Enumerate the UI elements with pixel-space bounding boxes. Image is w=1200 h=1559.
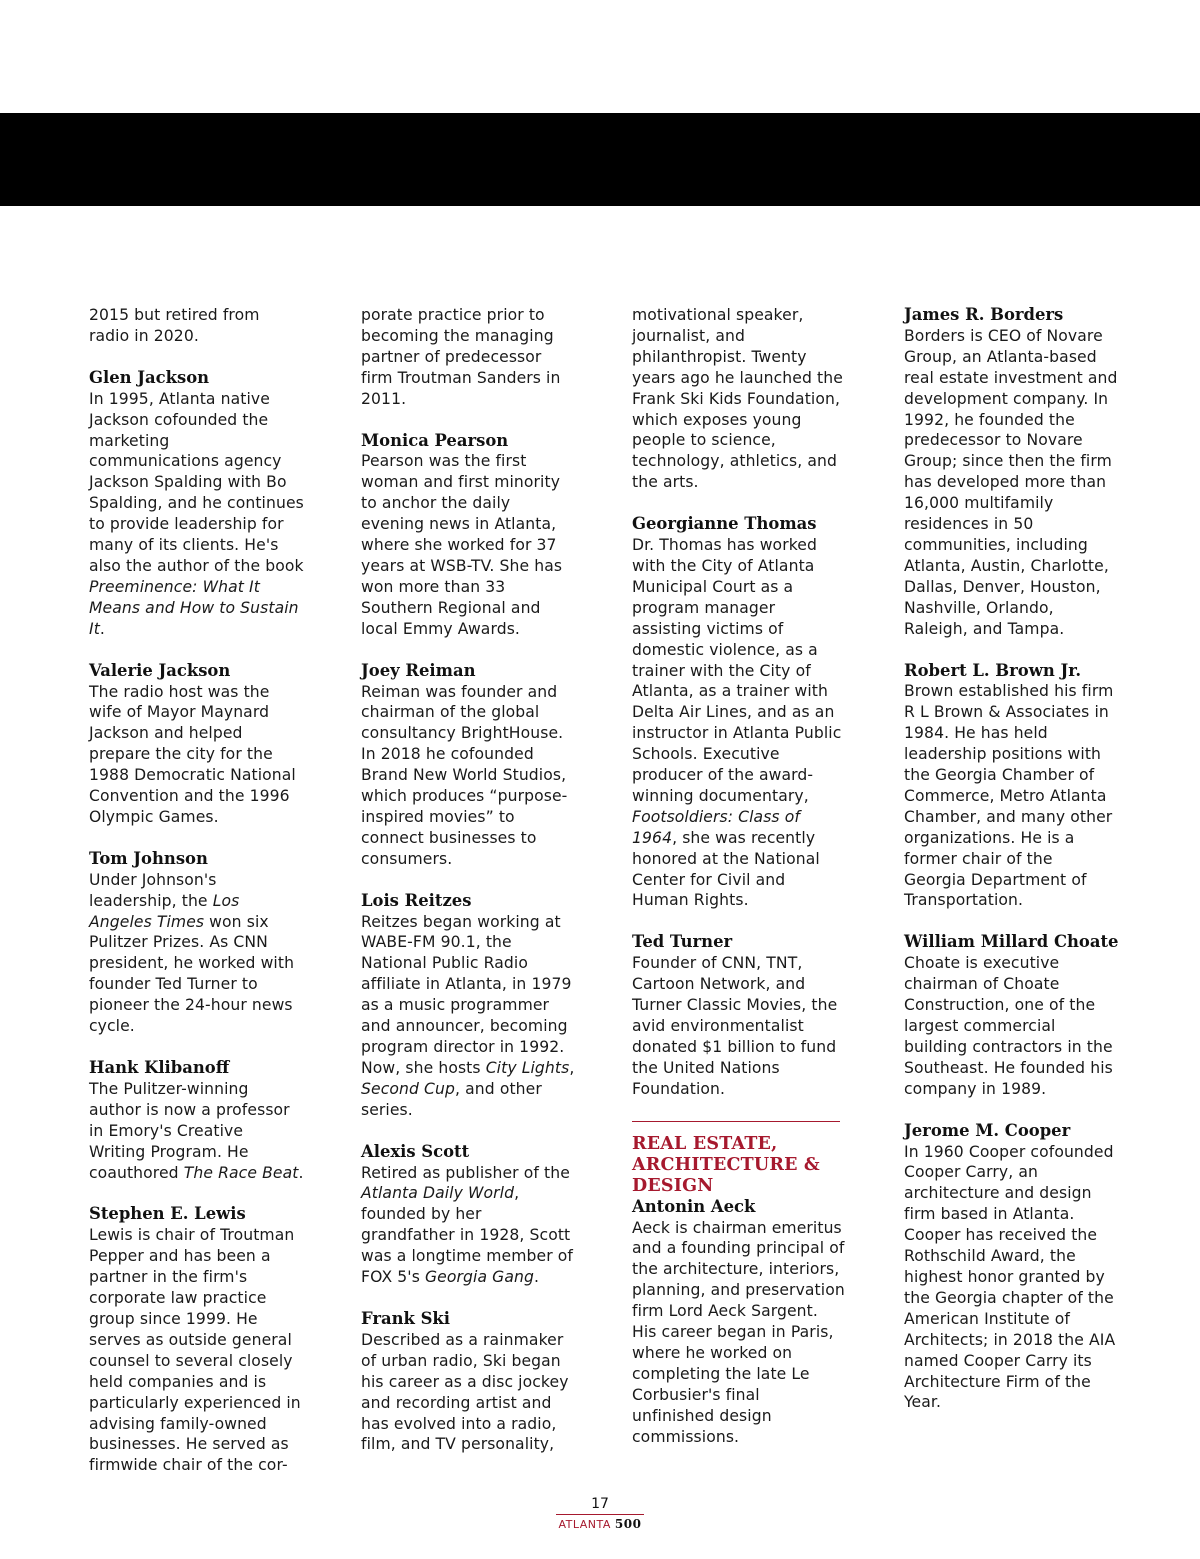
bio-text: , founded by her grandfather in 1928, Scott was a longtime member of FOX 5's [361,1184,574,1287]
bio-text: , and other series. [361,1079,542,1119]
italic-title: City Lights [485,1058,570,1077]
person-name: Stephen E. Lewis [89,1204,246,1224]
person-bio [632,535,847,911]
section-title: REAL ESTATE, ARCHITECTURE & DESIGN [632,1133,820,1196]
bio-text: Choate is executive chairman of Choate Construction, one of the largest commercial building contractors in the Southeast. He founded his company in 1989. [904,954,1113,1098]
person-bio [361,912,576,1121]
person-bio [89,870,304,1037]
italic-title: Georgia Gang [424,1268,534,1287]
person-name: Lois Reitzes [361,890,472,910]
footer-divider [556,1514,644,1515]
bio-text: Aeck is chairman emeritus and a founding principal of the architecture, interiors, planning, and preservation firm Lord Aeck Sargent. His career began in Paris, where he worked on completing the late Le Corbusier's final unfinished design commissions. [632,1218,845,1446]
person-bio [904,326,1119,640]
footer-brand [556,1518,644,1531]
italic-title: Second Cup [361,1079,456,1098]
bio-text: , [569,1058,575,1077]
italic-title: Los Angeles Times [89,891,240,931]
bio-text: Pearson was the first woman and first minority to anchor the daily evening news in Atlanta, where she worked for 37 years at WSB-TV. She has won more than 33 Southern Regional and local Emmy Awards. [361,452,563,638]
bio-text: won six Pulitzer Prizes. As CNN president, he worked with founder Ted Turner to pioneer the 24-hour news cycle. [89,912,295,1036]
bio-text: motivational speaker, journalist, and philanthropist. Twenty years ago he launched the Frank Ski Kids Foundation, which exposes young people to science, technology, athletics, and the arts. [632,306,843,492]
bio-text: 2015 but retired from radio in 2020. [89,306,260,345]
bio-text: Described as a rainmaker of urban radio, Ski began his career as a disc jockey and recording artist and has evolved into a radio, film, and TV personality, [361,1330,569,1454]
page-number: 17 [591,1496,609,1512]
italic-title: The Race Beat [183,1163,299,1182]
person-bio [89,1079,304,1184]
person-bio [904,1142,1119,1414]
section-divider [632,1121,840,1122]
person-name: Antonin Aeck [632,1196,756,1216]
bio-text: Dr. Thomas has worked with the City of Atlanta Municipal Court as a program manager assisting victims of domestic violence, as a trainer with the City of Atlanta, as a trainer with Delta Air Lines, and as an instructor in Atlanta Public Schools. Executive producer of the award-winning documentary, [632,536,842,805]
bio-text: Lewis is chair of Troutman Pepper and has been a partner in the firm's corporate law practice group since 1999. He serves as outside general counsel to several closely held companies and is particularly experienced in advising family-owned businesses. He served as firmwide chair of the cor- [89,1226,301,1475]
bio-text: Under Johnson's leadership, the [89,870,217,910]
bio-text: . [99,619,105,638]
person-name: Jerome M. Cooper [904,1120,1071,1140]
person-bio [361,305,576,410]
column-4 [904,305,1119,1434]
column-1 [89,305,304,1497]
bio-text: . [298,1163,304,1182]
person-bio [89,682,304,828]
bio-text: Retired as publisher of the [361,1163,570,1182]
footer-brand-number: 500 [614,1517,642,1531]
bio-text: Founder of CNN, TNT, Cartoon Network, and Turner Classic Movies, the avid environmentalist donated $1 billion to fund the United Nations Foundation. [632,954,838,1098]
bio-text: The radio host was the wife of Mayor Maynard Jackson and helped prepare the city for the 1988 Democratic National Convention and the 1996 Olympic Games. [89,682,296,826]
bio-text: In 1960 Cooper cofounded Cooper Carry, an architecture and design firm based in Atlanta. Cooper has received the Rothschild Award, the highest honor granted by the Georgia chapter of the American Institute of Architects; in 2018 the AIA named Cooper Carry its Architecture Firm of the Year. [904,1142,1116,1412]
person-bio [89,1225,304,1476]
person-bio [632,953,847,1099]
italic-title: Atlanta Daily World [361,1184,515,1203]
bio-text: porate practice prior to becoming the managing partner of predecessor firm Troutman Sanders in 2011. [361,306,561,408]
person-bio [361,1330,576,1455]
column-3 [632,305,847,1469]
person-name: Robert L. Brown Jr. [904,660,1082,680]
person-name: Frank Ski [361,1308,451,1328]
person-name: Alexis Scott [361,1141,470,1161]
person-name: William Millard Choate [904,932,1119,952]
person-name: Glen Jackson [89,367,210,387]
person-name: Ted Turner [632,932,733,952]
column-2 [361,305,576,1476]
person-bio [361,1163,576,1288]
person-bio [904,953,1119,1099]
person-name: James R. Borders [904,305,1064,324]
person-name: Valerie Jackson [89,660,231,680]
page-footer [556,1496,644,1531]
bio-text: Brown established his firm R L Brown & Associates in 1984. He has held leadership positions with the Georgia Chamber of Commerce, Metro Atlanta Chamber, and many other organizations. He is a former chair of the Georgia Department of Transportation. [904,682,1114,910]
italic-title: Footsoldiers: Class of 1964 [632,807,800,847]
person-name: Tom Johnson [89,848,208,868]
bio-text: Reiman was founder and chairman of the global consultancy BrightHouse. In 2018 he cofounded Brand New World Studios, which produces “purpose-inspired movies” to connect businesses to consumers. [361,682,568,868]
bio-text: The Pulitzer-winning author is now a professor in Emory's Creative Writing Program. He coauthored [89,1079,290,1182]
bio-text: Reitzes began working at WABE-FM 90.1, the National Public Radio affiliate in Atlanta, in 1979 as a music programmer and announcer, becoming program director in 1992. Now, she hosts [361,912,572,1077]
person-bio [361,451,576,639]
person-bio [632,1218,847,1448]
person-bio [89,389,304,640]
person-name: Monica Pearson [361,430,509,450]
person-bio [361,682,576,870]
person-name: Joey Reiman [361,660,476,680]
bio-text: . [533,1268,540,1287]
bio-text: Borders is CEO of Novare Group, an Atlanta-based real estate investment and development company. In 1992, he founded the predecessor to Novare Group; since then the firm has developed more than 16,000 multifamily residences in 50 communities, including Atlanta, Austin, Charlotte, Dallas, Denver, Houston, Nashville, Orlando, Raleigh, and Tampa. [904,326,1118,638]
person-name: Hank Klibanoff [89,1058,230,1077]
header-bar [0,113,1200,206]
person-name: Georgianne Thomas [632,514,817,534]
person-bio [89,305,304,347]
footer-brand-text: ATLANTA [558,1518,611,1531]
bio-text: , she was recently honored at the National Center for Civil and Human Rights. [632,828,820,910]
person-bio [632,305,847,493]
italic-title: Preeminence: What It Means and How to Sustain It [89,577,299,638]
bio-text: In 1995, Atlanta native Jackson cofounded the marketing communications agency Jackson Spalding with Bo Spalding, and he continues to provide leadership for many of its clients. He's also the author of the book [89,389,304,575]
person-bio [904,681,1119,911]
